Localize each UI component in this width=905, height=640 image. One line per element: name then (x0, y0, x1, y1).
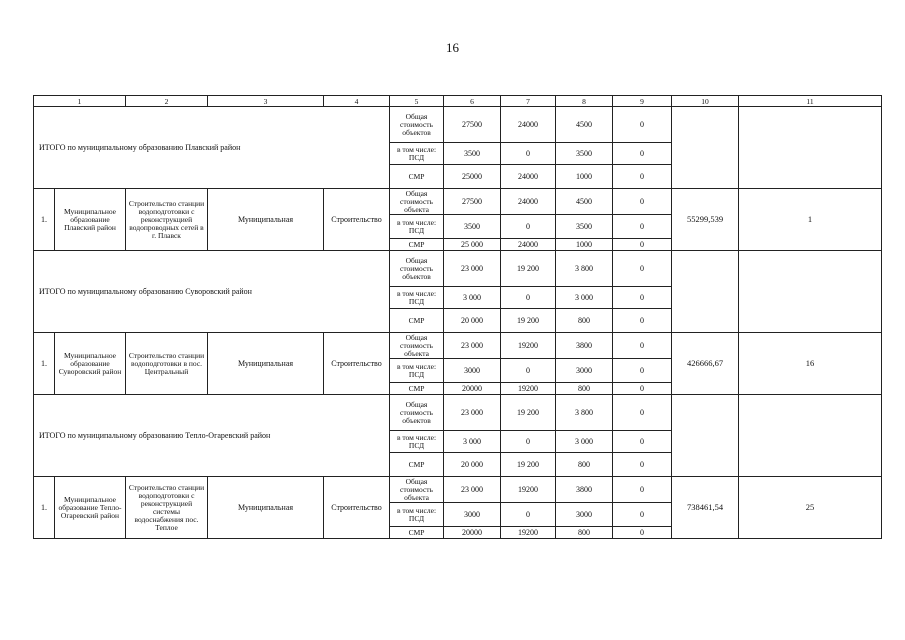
table-body (34, 107, 882, 539)
value-cell: 0 (613, 143, 672, 165)
value-cell: 0 (613, 383, 672, 395)
value-cell: 23 000 (444, 477, 501, 503)
item-row (34, 189, 882, 215)
value-cell: 0 (501, 431, 556, 453)
ownership-cell: Муниципальная (208, 189, 324, 251)
value-cell: 3 000 (444, 287, 501, 309)
value-cell: 3500 (556, 215, 613, 239)
col11-cell: 1 (739, 189, 882, 251)
value-cell: 3 800 (556, 395, 613, 431)
col-header: 7 (501, 96, 556, 107)
value-cell: 800 (556, 527, 613, 539)
object-cell: Строительство станции водоподготовки в пос. Центральный (126, 333, 208, 395)
value-cell: 0 (613, 239, 672, 251)
object-cell: Строительство станции водоподготовки с реконструкцией водопроводных сетей в г. Плавск (126, 189, 208, 251)
value-cell: 24000 (501, 107, 556, 143)
value-cell: 3800 (556, 477, 613, 503)
value-cell: 3000 (556, 503, 613, 527)
total-label: ИТОГО по муниципальному образованию Плавский район (34, 107, 390, 189)
value-cell: 0 (613, 395, 672, 431)
cost-type-cell: Общая стоимость объекта (390, 189, 444, 215)
value-cell: 0 (613, 333, 672, 359)
ownership-cell: Муниципальная (208, 477, 324, 539)
value-cell: 20 000 (444, 453, 501, 477)
value-cell: 19 200 (501, 453, 556, 477)
total-row (34, 395, 882, 431)
item-number: 1. (34, 477, 55, 539)
value-cell: 0 (501, 287, 556, 309)
item-number: 1. (34, 333, 55, 395)
header-row (34, 96, 882, 107)
cost-type-cell: СМР (390, 527, 444, 539)
col-header: 9 (613, 96, 672, 107)
value-cell: 0 (613, 107, 672, 143)
cost-type-cell: Общая стоимость объектов (390, 395, 444, 431)
item-row (34, 477, 882, 503)
col-header: 3 (208, 96, 324, 107)
value-cell: 3500 (444, 215, 501, 239)
cost-type-cell: Общая стоимость объекта (390, 333, 444, 359)
cost-type-cell: Общая стоимость объектов (390, 251, 444, 287)
value-cell: 800 (556, 453, 613, 477)
value-cell: 0 (501, 215, 556, 239)
item-row (34, 333, 882, 359)
value-cell: 0 (613, 453, 672, 477)
total-label: ИТОГО по муниципальному образованию Тепло-Огаревский район (34, 395, 390, 477)
object-cell: Строительство станции водоподготовки с реконструкцией системы водоснабжения пос. Теплое (126, 477, 208, 539)
value-cell: 27500 (444, 189, 501, 215)
value-cell: 0 (501, 143, 556, 165)
value-cell: 0 (613, 309, 672, 333)
col10-cell (672, 251, 739, 333)
value-cell: 20 000 (444, 309, 501, 333)
col11-cell: 16 (739, 333, 882, 395)
cost-type-cell: СМР (390, 453, 444, 477)
value-cell: 19 200 (501, 251, 556, 287)
value-cell: 0 (613, 287, 672, 309)
work-type-cell: Строительство (324, 477, 390, 539)
cost-type-cell: Общая стоимость объектов (390, 107, 444, 143)
cost-type-cell: СМР (390, 383, 444, 395)
value-cell: 19200 (501, 527, 556, 539)
value-cell: 3800 (556, 333, 613, 359)
value-cell: 24000 (501, 189, 556, 215)
value-cell: 3 800 (556, 251, 613, 287)
value-cell: 27500 (444, 107, 501, 143)
col10-cell: 426666,67 (672, 333, 739, 395)
value-cell: 25000 (444, 165, 501, 189)
total-row (34, 251, 882, 287)
value-cell: 1000 (556, 165, 613, 189)
cost-type-cell: СМР (390, 309, 444, 333)
col-header: 6 (444, 96, 501, 107)
col10-cell (672, 107, 739, 189)
value-cell: 0 (613, 527, 672, 539)
value-cell: 20000 (444, 383, 501, 395)
value-cell: 4500 (556, 189, 613, 215)
col-header: 8 (556, 96, 613, 107)
value-cell: 19200 (501, 383, 556, 395)
work-type-cell: Строительство (324, 333, 390, 395)
value-cell: 19 200 (501, 395, 556, 431)
total-label: ИТОГО по муниципальному образованию Суворовский район (34, 251, 390, 333)
value-cell: 0 (613, 165, 672, 189)
municipality-cell: Муниципальное образование Тепло-Огаревский район (55, 477, 126, 539)
cost-type-cell: в том числе: ПСД (390, 503, 444, 527)
value-cell: 24000 (501, 165, 556, 189)
value-cell: 0 (613, 251, 672, 287)
value-cell: 20000 (444, 527, 501, 539)
value-cell: 0 (613, 431, 672, 453)
value-cell: 3 000 (556, 431, 613, 453)
value-cell: 0 (501, 359, 556, 383)
col10-cell: 55299,539 (672, 189, 739, 251)
value-cell: 0 (613, 503, 672, 527)
col-header: 10 (672, 96, 739, 107)
cost-type-cell: СМР (390, 239, 444, 251)
value-cell: 0 (613, 359, 672, 383)
value-cell: 3500 (556, 143, 613, 165)
cost-type-cell: в том числе: ПСД (390, 431, 444, 453)
col11-cell (739, 251, 882, 333)
budget-table (33, 95, 882, 539)
col-header: 11 (739, 96, 882, 107)
col-header: 4 (324, 96, 390, 107)
value-cell: 3 000 (556, 287, 613, 309)
value-cell: 23 000 (444, 333, 501, 359)
cost-type-cell: в том числе: ПСД (390, 287, 444, 309)
value-cell: 0 (501, 503, 556, 527)
cost-type-cell: СМР (390, 165, 444, 189)
page-number: 16 (446, 40, 459, 55)
value-cell: 1000 (556, 239, 613, 251)
col10-cell: 738461,54 (672, 477, 739, 539)
value-cell: 23 000 (444, 395, 501, 431)
value-cell: 800 (556, 383, 613, 395)
total-row (34, 107, 882, 143)
value-cell: 800 (556, 309, 613, 333)
value-cell: 3000 (556, 359, 613, 383)
col-header: 1 (34, 96, 126, 107)
col11-cell (739, 395, 882, 477)
col-header: 5 (390, 96, 444, 107)
cost-type-cell: Общая стоимость объекта (390, 477, 444, 503)
col11-cell: 25 (739, 477, 882, 539)
cost-type-cell: в том числе: ПСД (390, 143, 444, 165)
value-cell: 3000 (444, 503, 501, 527)
col10-cell (672, 395, 739, 477)
value-cell: 3500 (444, 143, 501, 165)
value-cell: 24000 (501, 239, 556, 251)
value-cell: 3 000 (444, 431, 501, 453)
municipality-cell: Муниципальное образование Плавский район (55, 189, 126, 251)
value-cell: 0 (613, 189, 672, 215)
value-cell: 4500 (556, 107, 613, 143)
ownership-cell: Муниципальная (208, 333, 324, 395)
work-type-cell: Строительство (324, 189, 390, 251)
value-cell: 23 000 (444, 251, 501, 287)
municipality-cell: Муниципальное образование Суворовский район (55, 333, 126, 395)
value-cell: 19200 (501, 333, 556, 359)
value-cell: 0 (613, 477, 672, 503)
cost-type-cell: в том числе: ПСД (390, 359, 444, 383)
value-cell: 19200 (501, 477, 556, 503)
value-cell: 0 (613, 215, 672, 239)
col-header: 2 (126, 96, 208, 107)
value-cell: 25 000 (444, 239, 501, 251)
value-cell: 19 200 (501, 309, 556, 333)
value-cell: 3000 (444, 359, 501, 383)
cost-type-cell: в том числе: ПСД (390, 215, 444, 239)
item-number: 1. (34, 189, 55, 251)
col11-cell (739, 107, 882, 189)
